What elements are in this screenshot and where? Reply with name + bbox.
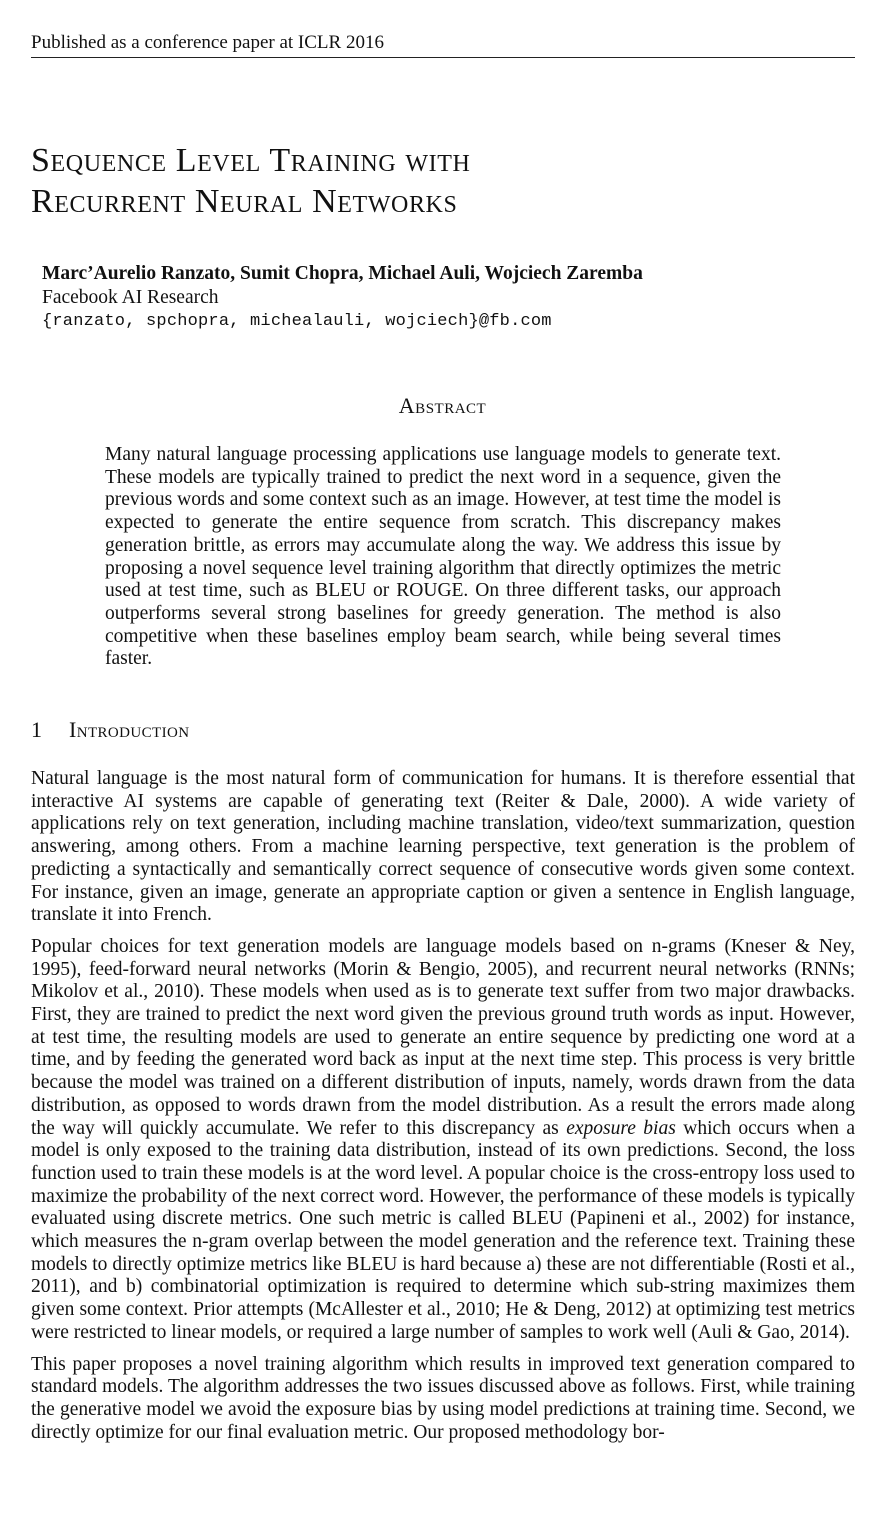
section-body [31, 768, 855, 1444]
intro-paragraph-3: This paper proposes a novel training algorithm which results in improved text generation compared to standard models. The algorithm addresses the two issues discussed above as follows. First, while training the generative model we avoid the exposure bias by using model predictions at training time. Second, we directly optimize for our final evaluation metric. Our proposed methodology bor- [31, 1353, 855, 1443]
author-emails: {ranzato, spchopra, michealauli, wojciech}@fb.com [42, 312, 552, 331]
intro-paragraph-2 [31, 936, 855, 1345]
section-heading [31, 716, 531, 744]
intro-paragraph-1: Natural language is the most natural form of communication for humans. It is therefore essential that interactive AI systems are capable of generating text (Reiter & Dale, 2000). A wide variety of applications rely on text generation, including machine translation, video/text summarization, question answering, among others. From a machine learning perspective, text generation is the problem of predicting a syntactically and semantically correct sequence of consecutive words given some context. For instance, given an image, generate an appropriate caption or given a sentence in English language, translate it into French. [31, 768, 855, 926]
section-number: 1 [31, 717, 42, 742]
intro-paragraph-2-part-2: which occurs when a model is only exposed to the training data distribution, instead of its own predictions. Second, the loss function used to train these models is at the word level. A popular choice is the cross-entropy loss used to maximize the probability of the next correct word. However, the performance of these models is typically evaluated using discrete metrics. One such metric is called BLEU (Papineni et al., 2002) for instance, which measures the n-gram overlap between the model generation and the reference text. Training these models to directly optimize metrics like BLEU is hard because a) these are not differentiable (Rosti et al., 2011), and b) combinatorial optimization is required to determine which sub-string maximizes them given some context. Prior attempts (McAllester et al., 2010; He & Deng, 2012) at optimizing test metrics were restricted to linear models, or required a large number of samples to work well (Auli & Gao, 2014). [31, 1117, 855, 1343]
title-line-1: Sequence Level Training with [31, 142, 471, 179]
title-line-2: Recurrent Neural Networks [31, 183, 458, 220]
section-title: Introduction [69, 717, 190, 742]
paper-title [31, 140, 851, 222]
exposure-bias-term: exposure bias [566, 1117, 676, 1139]
running-header: Published as a conference paper at ICLR 2016 [31, 31, 855, 58]
intro-paragraph-2-part-1: Popular choices for text generation models are language models based on n-grams (Kneser & Ney, 1995), feed-forward neural networks (Morin & Bengio, 2005), and recurrent neural networks (RNNs; Mikolov et al., 2010). These models when used as is to generate text suffer from two major drawbacks. First, they are trained to predict the next word given the previous ground truth words as input. However, at test time, the resulting models are used to generate an entire sequence by predicting one word at a time, and by feeding the generated word back as input at the next time step. This process is very brittle because the model was trained on a different distribution of inputs, namely, words drawn from the data distribution, as opposed to words drawn from the model distribution. As a result the errors made along the way will quickly accumulate. We refer to this discrepancy as [31, 935, 855, 1139]
abstract-text: Many natural language processing applications use language models to generate text. These models are typically trained to predict the next word in a sequence, given the previous words and some context such as an image. However, at test time the model is expected to generate the entire sequence from scratch. This discrepancy makes generation brittle, as errors may accumulate along the way. We address this issue by proposing a novel sequence level training algorithm that directly optimizes the metric used at test time, such as BLEU or ROUGE. On three different tasks, our approach outperforms several strong baselines for greedy generation. The method is also competitive when these baselines employ beam search, while being several times faster. [105, 444, 781, 670]
abstract-heading: Abstract [398, 393, 487, 418]
author-block [42, 262, 842, 334]
author-names: Marc’Aurelio Ranzato, Sumit Chopra, Michael Auli, Wojciech Zaremba [42, 263, 643, 284]
author-affiliation: Facebook AI Research [42, 287, 219, 308]
